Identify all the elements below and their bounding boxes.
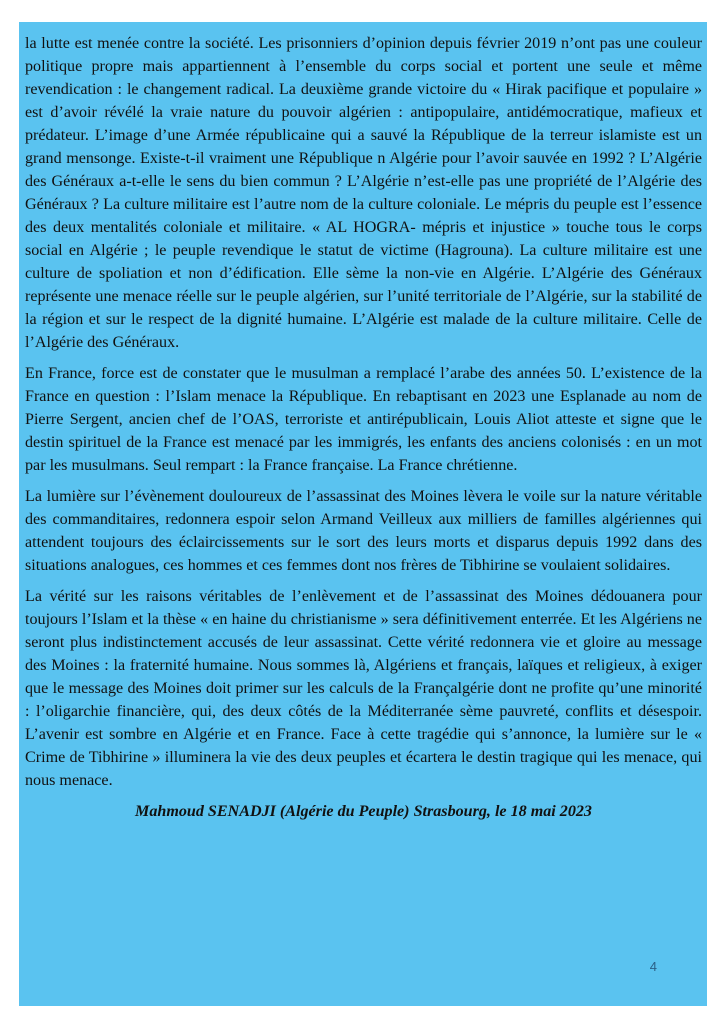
paragraph-1: la lutte est menée contre la société. Les prisonniers d’opinion depuis février 2019 n’ont pas une couleur politique propre mais appartiennent à l’ensemble du corps social et portent une seule et même revendication : le changement radical. La deuxième grande victoire du « Hirak pacifique et populaire » est d’avoir révélé la vraie nature du pouvoir algérien : antipopulaire, antidémocratique, mafieux et prédateur. L’image d’une Armée républicaine qui a sauvé la République de la terreur islamiste est un grand mensonge. Existe-t-il vraiment une République n Algérie pour l’avoir sauvée en 1992 ? L’Algérie des Généraux a-t-elle le sens du bien commun ? L’Algérie n’est-elle pas une propriété de l’Algérie des Généraux ? La culture militaire est l’autre nom de la culture coloniale. Le mépris du peuple est l’essence des deux mentalités coloniale et militaire. « AL HOGRA- mépris et injustice » touche tous le corps social en Algérie ; le peuple revendique le statut de victime (Hagrouna). La culture militaire est une culture de spoliation et non d’édification. Elle sème la non-vie en Algérie. L’Algérie des Généraux représente une menace réelle sur le peuple algérien, sur l’unité territoriale de l’Algérie, sur la stabilité de la région et sur le respect de la dignité humaine. L’Algérie est malade de la culture militaire. Celle de l’Algérie des Généraux. <box>25 35 702 351</box>
paragraph-4: La vérité sur les raisons véritables de l’enlèvement et de l’assassinat des Moines dédouanera pour toujours l’Islam et la thèse « en haine du christianisme » sera définitivement enterrée. Et les Algériens ne seront plus indistinctement accusés de leur assassinat. Cette vérité redonnera vie et gloire au message des Moines : la fraternité humaine. Nous sommes là, Algériens et français, laïques et religieux, à exiger que le message des Moines doit primer sur les calculs de la Françalgérie dont ne profite qu’une minorité : l’oligarchie financière, qui, des deux côtés de la Méditerranée sème pauvreté, conflits et désespoir. L’avenir est sombre en Algérie et en France. Face à cette tragédie qui s’annonce, la lumière sur le « Crime de Tibhirine » illuminera la vie des deux peuples et écartera le destin tragique qui les menace, qui nous menace. <box>25 588 702 789</box>
paragraph-spacer <box>25 577 702 585</box>
paragraph-spacer <box>25 354 702 362</box>
author-signature: Mahmoud SENADJI (Algérie du Peuple) Strasbourg, le 18 mai 2023 <box>135 803 592 820</box>
paragraph-spacer <box>25 477 702 485</box>
paragraph-3: La lumière sur l’évènement douloureux de l’assassinat des Moines lèvera le voile sur la nature véritable des commanditaires, redonnera espoir selon Armand Veilleux aux milliers de familles algériennes qui attendent toujours des éclaircissements sur le sort des leurs morts et disparus depuis 1992 dans des situations analogues, ces hommes et ces femmes dont nos frères de Tibhirine se voulaient solidaires. <box>25 488 702 574</box>
page-number: 4 <box>649 959 657 974</box>
paragraph-2: En France, force est de constater que le musulman a remplacé l’arabe des années 50. L’existence de la France en question : l’Islam menace la République. En rebaptisant en 2023 une Esplanade au nom de Pierre Sergent, ancien chef de l’OAS, terroriste et antirépublicain, Louis Aliot atteste et signe que le destin spirituel de la France est menacé par les immigrés, les enfants des anciens colonisés : en un mot par les musulmans. Seul rempart : la France française. La France chrétienne. <box>25 365 702 474</box>
text-panel <box>19 22 707 1006</box>
